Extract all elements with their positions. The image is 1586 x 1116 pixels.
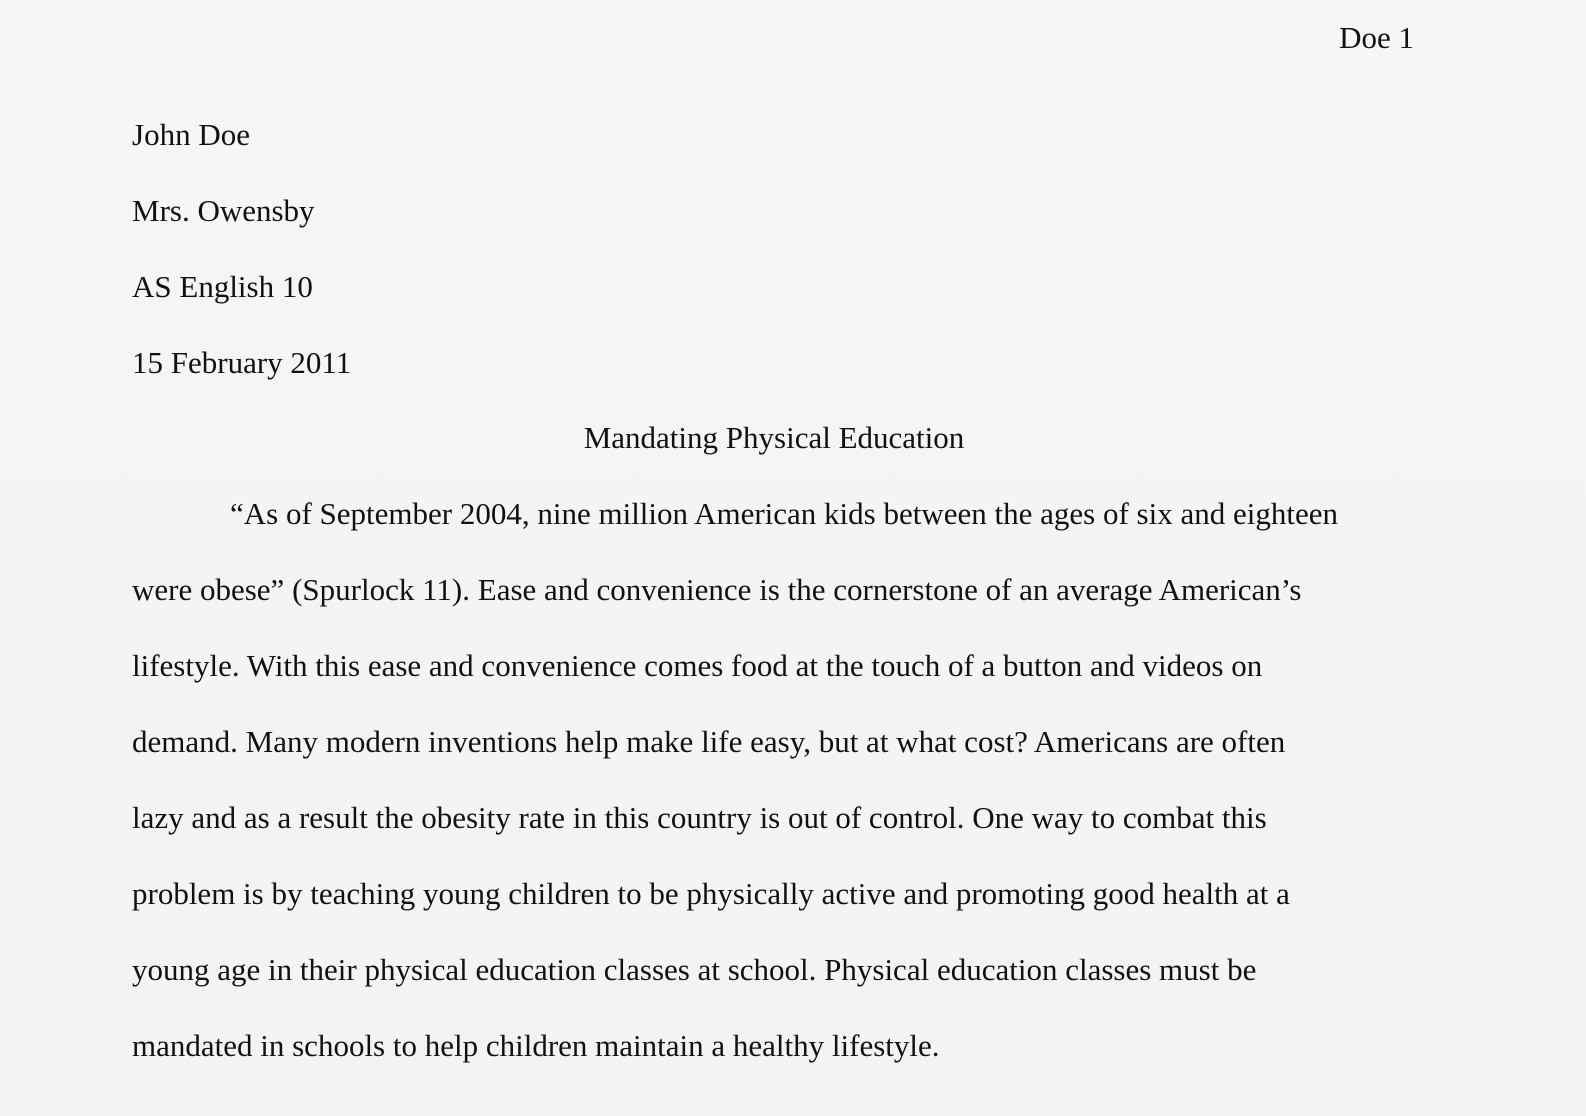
document-date: 15 February 2011 bbox=[132, 345, 352, 380]
paragraph-line: were obese” (Spurlock 11). Ease and convenience is the cornerstone of an average American’s bbox=[132, 572, 1302, 607]
paragraph-line: mandated in schools to help children maintain a healthy lifestyle. bbox=[132, 1028, 940, 1063]
paragraph-line: young age in their physical education classes at school. Physical education classes must be bbox=[132, 952, 1257, 987]
running-head: Doe 1 bbox=[1339, 20, 1414, 55]
paragraph-line: demand. Many modern inventions help make life easy, but at what cost? Americans are often bbox=[132, 724, 1286, 759]
essay-title: Mandating Physical Education bbox=[583, 420, 965, 455]
paragraph-line: lazy and as a result the obesity rate in this country is out of control. One way to combat this bbox=[132, 800, 1267, 835]
paragraph-line: problem is by teaching young children to be physically active and promoting good health at a bbox=[132, 876, 1290, 911]
essay-paragraph bbox=[132, 494, 1432, 1102]
paragraph-line: lifestyle. With this ease and convenience comes food at the touch of a button and videos on bbox=[132, 648, 1263, 683]
course-name: AS English 10 bbox=[132, 269, 313, 304]
student-name: John Doe bbox=[132, 117, 250, 152]
paragraph-line: “As of September 2004, nine million American kids between the ages of six and eighteen bbox=[230, 496, 1338, 531]
mla-heading bbox=[132, 115, 351, 419]
instructor-name: Mrs. Owensby bbox=[132, 193, 315, 228]
